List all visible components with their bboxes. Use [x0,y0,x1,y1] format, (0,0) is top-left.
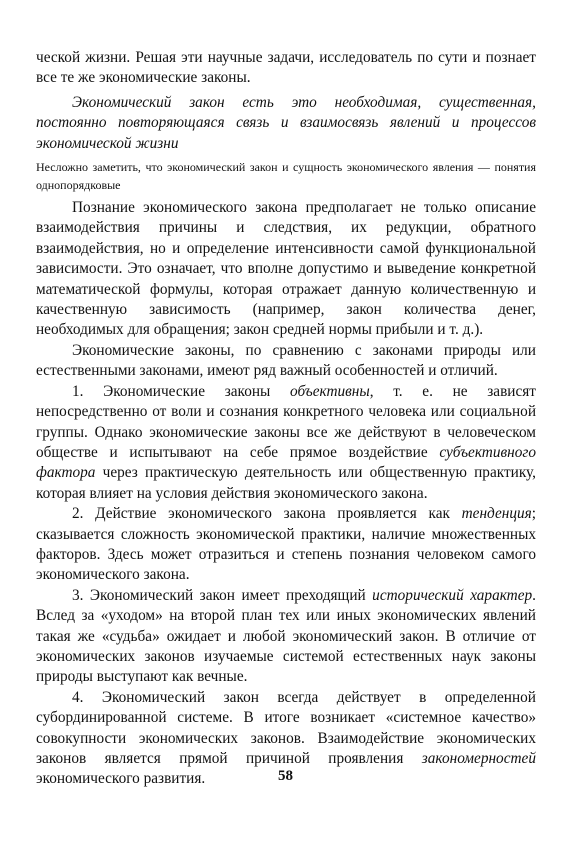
paragraph-comparison: Экономические законы, по сравнению с законами природы или естественными законами, имеют ряд важный особенностей и отличий. [36,341,536,380]
list-item-4-emphasis-regularities: закономерностей [421,750,536,767]
list-item-2-text-a: 2. Действие экономического закона проявляется как [72,505,462,523]
note-small-print: Несложно заметить, что экономический закон и сущность экономического явления — понятия однопорядковые [36,160,536,193]
list-item-4-text-c: экономического развития. [36,770,206,788]
paragraph-continuation: ческой жизни. Решая эти научные задачи, исследователь по сути и познает все те же экономические законы. [36,49,536,87]
list-item-3-text-a: 3. Экономический закон имеет преходящий [72,586,373,604]
list-item-1 [36,382,536,504]
list-item-3-text-c: . Вслед за «уходом» на второй план тех или иных экономических явлений такая же «судьба» ожидает и любой экономический закон. В отличие от экономических законов изучаемые системой естественных наук законы природы выступают как вечные. [36,586,536,686]
list-item-2-text-c: ; сказывается сложность экономической практики, наличие множественных факторов. Здесь может отразиться и степень познания человеком самого экономического закона. [36,505,536,584]
list-item-1-emphasis-subjective: субъективного фактора [36,443,536,482]
list-item-2-emphasis-tendency: тенденция [461,505,532,523]
list-item-2 [36,504,536,586]
list-item-1-text-e: через практическую деятельность или общественную практику, которая влияет на условия действия экономического закона. [36,464,536,502]
definition-economic-law: Экономический закон есть это необходимая, существенная, постоянно повторяющаяся связь и взаимосвязь явлений и процессов экономической жизни [36,93,536,152]
list-item-4-text-a: 4. Экономический закон всегда действует в определенной субординированной системе. В итоге возникает «системное качество» совокупности экономических законов. Взаимодействие экономических законов является прямой причиной проявления [36,688,536,767]
list-item-3 [36,586,536,688]
page-number: 58 [278,768,293,784]
list-item-3-emphasis-historical: исторический характер [372,586,533,604]
list-item-1-text-a: 1. Экономические законы [72,382,290,400]
paragraph-cognition: Познание экономического закона предполагает не только описание взаимодействия причины и следствия, их редукции, обратного взаимодействия, но и определение интенсивности самой функциональной зависимости. Это означает, что вполне допустимо и выведение конкретной математической формулы, которая отражает данную количественную и качественную зависимость (например, закон количества денег, необходимых для обращения; закон средней нормы прибыли и т. д.). [36,199,536,339]
list-item-1-emphasis-objective: объективны [290,382,370,400]
list-item-1-text-c: , т. е. не зависят непосредственно от воли и сознания конкретного человека или социальной группы. Однако экономические законы все же действуют в человеческом обществе и испытывают на себе прямое воздействие [36,382,536,461]
page-body [36,48,536,790]
